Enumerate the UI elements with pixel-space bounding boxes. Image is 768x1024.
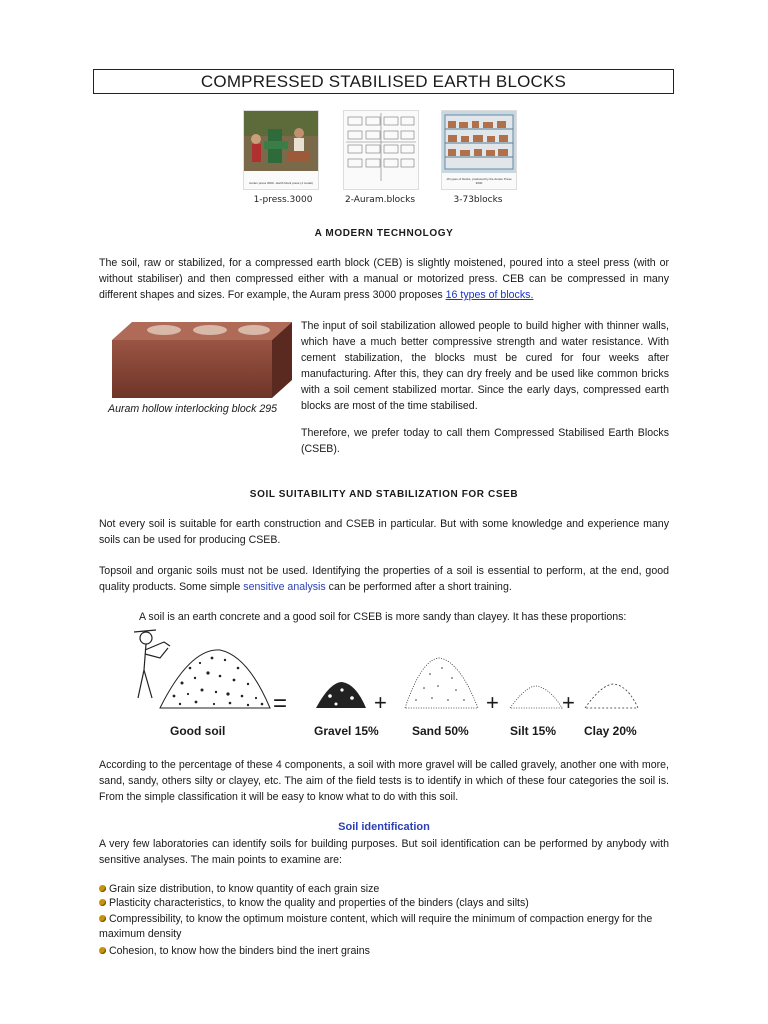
bullet-text: Compressibility, to know the optimum moisture content, which will require the minimum of compaction energy for the maximum density xyxy=(99,913,653,940)
bullet-icon xyxy=(99,947,106,954)
bullet-icon xyxy=(99,885,106,892)
label-sand: Sand 50% xyxy=(412,724,469,738)
bullet-item xyxy=(99,944,669,959)
thumbnail-73blocks-photo[interactable] xyxy=(441,110,517,190)
label-gravel: Gravel 15% xyxy=(314,724,379,738)
topsoil-text-b: can be performed after a short training. xyxy=(325,581,512,593)
soil-composition-figure xyxy=(130,628,650,743)
bullet-item xyxy=(99,896,669,911)
heading-modern-technology: A MODERN TECHNOLOGY xyxy=(314,228,454,239)
bullet-icon xyxy=(99,899,106,906)
page-title: COMPRESSED STABILISED EARTH BLOCKS xyxy=(93,69,674,94)
topsoil-text-a: Topsoil and organic soils must not be used. Identifying the properties of a soil is essential to perform, at the end, good quality products. Some simple xyxy=(99,565,669,593)
paragraph-soil-proportions: A soil is an earth concrete and a good soil for CSEB is more sandy than clayey. It has these proportions: xyxy=(139,611,627,623)
bullet-item xyxy=(99,882,669,897)
thumbnail-press-image[interactable] xyxy=(243,110,319,190)
link-16-types-of-blocks[interactable]: 16 types of blocks. xyxy=(445,289,534,301)
paragraph-soil-categories: According to the percentage of these 4 components, a soil with more gravel will be called gravely, another one with more, sand, sandy, others silty or clayey, etc. The aim of the field tests is to identify in which of these four categories the soil is. From the simple classification it will be easy to know what to do with this soil. xyxy=(99,759,669,803)
heading-soil-identification: Soil identification xyxy=(338,821,430,833)
bullet-text: Plasticity characteristics, to know the quality and properties of the binders (clays and silts) xyxy=(109,897,529,909)
press-photo-icon xyxy=(244,111,318,189)
label-good-soil: Good soil xyxy=(170,724,226,738)
heading-soil-suitability: SOIL SUITABILITY AND STABILIZATION FOR CSEB xyxy=(249,489,519,500)
bullet-item xyxy=(99,912,669,942)
plus-sign-1: + xyxy=(374,690,387,715)
paragraph-cseb-name: Therefore, we prefer today to call them Compressed Stabilised Earth Blocks (CSEB). xyxy=(301,427,669,455)
thumbnail-caption-press: 1-press.3000 xyxy=(253,195,313,205)
bullet-text: Cohesion, to know how the binders bind the inert grains xyxy=(109,945,370,957)
block-drawings-icon xyxy=(344,111,418,189)
link-sensitive-analysis[interactable]: sensitive analysis xyxy=(243,581,326,593)
ceb-intro-text: The soil, raw or stabilized, for a compressed earth block (CEB) is slightly moistened, poured into a steel press (with or without stabiliser) and then compressed either with a manual or motorized press. CEB can be compressed in many different shapes and sizes. For example, the Auram press 3000 proposes xyxy=(99,257,669,301)
thumbnail-blocks-drawing[interactable] xyxy=(343,110,419,190)
paragraph-soil-identification: A very few laboratories can identify soils for building purposes. But soil identification can be performed by anybody with sensitive analyses. The main points to examine are: xyxy=(99,838,669,866)
thumbnail-caption-blocks: 2-Auram.blocks xyxy=(344,195,416,205)
paragraph-topsoil xyxy=(99,563,669,595)
label-silt: Silt 15% xyxy=(510,724,557,738)
thumbnail-row xyxy=(0,110,768,206)
thumbnail-caption-73blocks: 3-73blocks xyxy=(453,195,503,205)
plus-sign-3: + xyxy=(562,690,575,715)
paragraph-stabilization: The input of soil stabilization allowed people to build higher with thinner walls, which have a much better compressive strength and water resistance. With cement stabilization, the blocks must be cured for four weeks after manufacturing. After this, they can dry freely and be used like common bricks with a soil cement stabilized mortar. Since the early days, compressed earth blocks are most of the time stabilised. xyxy=(301,320,669,412)
paragraph-soil-suitability: Not every soil is suitable for earth construction and CSEB in particular. But with some knowledge and experience many soils can be used for producing CSEB. xyxy=(99,518,669,546)
brick-image xyxy=(108,318,294,404)
brick-caption: Auram hollow interlocking block 295 xyxy=(108,403,277,415)
bullet-text: Grain size distribution, to know quantity of each grain size xyxy=(109,883,380,895)
paragraph-ceb-intro xyxy=(99,255,669,303)
shelf-inner-caption: 16 types of blocks, produced by the Auram Press 3000 xyxy=(446,177,512,185)
label-clay: Clay 20% xyxy=(584,724,637,738)
plus-sign-2: + xyxy=(486,690,499,715)
bullet-icon xyxy=(99,915,106,922)
equals-sign: = xyxy=(273,690,288,717)
press-inner-caption: Auram press 3000 - Earth block press (1 model) xyxy=(249,181,313,185)
